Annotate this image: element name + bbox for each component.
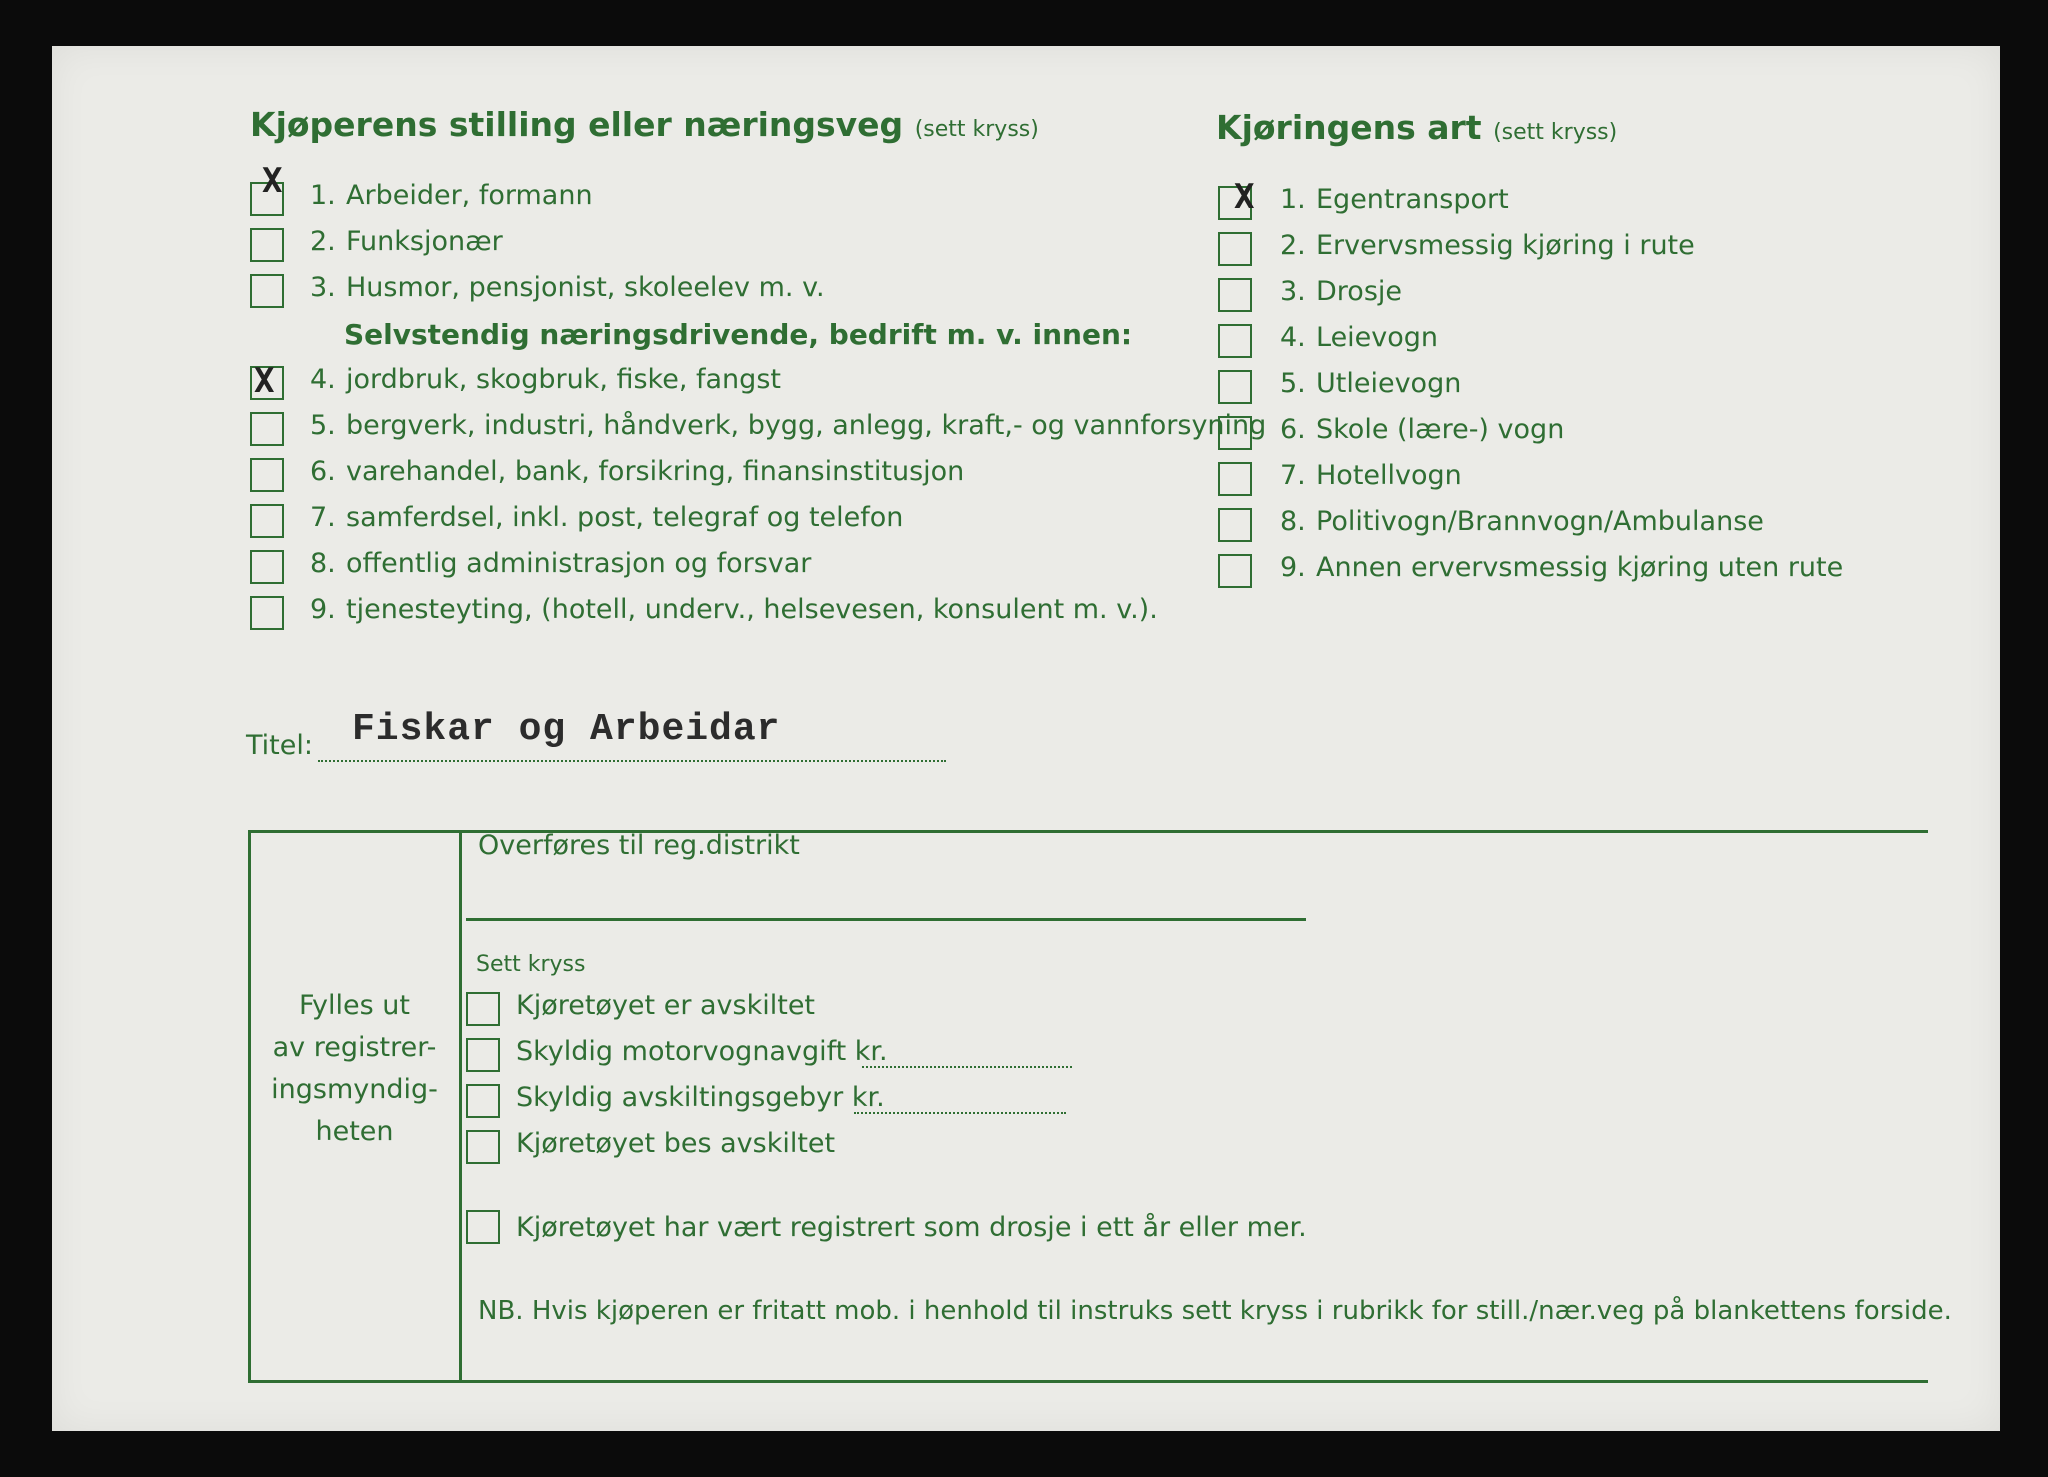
registry-check-label-4: Kjøretøyet bes avskiltet <box>516 1128 836 1159</box>
left-item-label: Funksjonær <box>346 226 503 257</box>
left-section-heading <box>250 105 1039 144</box>
left-item-number: 8. <box>310 548 336 579</box>
left-item-label: varehandel, bank, forsikring, finansinstitusjon <box>346 456 965 487</box>
drosje-check-label: Kjøretøyet har vært registrert som drosje i ett år eller mer. <box>516 1212 1307 1243</box>
left-item-3 <box>310 272 825 303</box>
left-section-hint: (sett kryss) <box>914 117 1039 142</box>
registry-checkbox-2[interactable] <box>466 1038 500 1072</box>
sett-kryss-label: Sett kryss <box>476 952 586 977</box>
avskiltingsgebyr-amount-line[interactable] <box>854 1112 1066 1114</box>
right-checkbox-9[interactable] <box>1218 554 1252 588</box>
right-checkbox-6[interactable] <box>1218 416 1252 450</box>
transfer-label: Overføres til reg.distrikt <box>478 830 800 861</box>
nb-note: NB. Hvis kjøperen er fritatt mob. i henhold til instruks sett kryss i rubrikk for still./nær.veg på blankettens forside. <box>478 1296 1952 1326</box>
self-employed-subheading: Selvstendig næringsdrivende, bedrift m. v. innen: <box>344 318 1133 351</box>
left-checkbox-2[interactable] <box>250 228 284 262</box>
right-item-label: Politivogn/Brannvogn/Ambulanse <box>1316 506 1764 537</box>
left-item-number: 9. <box>310 594 336 625</box>
side-label-line: heten <box>315 1116 394 1147</box>
right-checkbox-2[interactable] <box>1218 232 1252 266</box>
right-item-1 <box>1280 184 1509 215</box>
left-item-number: 1. <box>310 180 336 211</box>
left-item-7 <box>310 502 903 533</box>
left-item-number: 5. <box>310 410 336 441</box>
title-field-label: Titel: <box>246 730 313 761</box>
registry-checkbox-4[interactable] <box>466 1130 500 1164</box>
right-item-9 <box>1280 552 1843 583</box>
left-item-label: offentlig administrasjon og forsvar <box>346 548 812 579</box>
right-item-number: 8. <box>1280 506 1306 537</box>
left-item-label: jordbruk, skogbruk, fiske, fangst <box>346 364 781 395</box>
left-checkmark-1: X <box>262 161 283 201</box>
left-item-number: 7. <box>310 502 336 533</box>
left-item-8 <box>310 548 811 579</box>
right-item-label: Skole (lære-) vogn <box>1316 414 1565 445</box>
right-item-number: 3. <box>1280 276 1306 307</box>
left-item-2 <box>310 226 503 257</box>
right-checkbox-3[interactable] <box>1218 278 1252 312</box>
right-item-label: Hotellvogn <box>1316 460 1462 491</box>
right-item-label: Egentransport <box>1316 184 1509 215</box>
right-item-6 <box>1280 414 1564 445</box>
right-item-number: 6. <box>1280 414 1306 445</box>
right-section-hint: (sett kryss) <box>1493 120 1618 145</box>
right-checkbox-7[interactable] <box>1218 462 1252 496</box>
right-item-3 <box>1280 276 1402 307</box>
left-item-label: samferdsel, inkl. post, telegraf og telefon <box>346 502 904 533</box>
left-item-9 <box>310 594 1158 625</box>
left-item-label: Husmor, pensjonist, skoleelev m. v. <box>346 272 825 303</box>
side-label-line: av registrer- <box>272 1032 437 1063</box>
title-field-value[interactable]: Fiskar og Arbeidar <box>352 708 781 751</box>
right-item-label: Ervervsmessig kjøring i rute <box>1316 230 1695 261</box>
left-item-label: bergverk, industri, håndverk, bygg, anlegg, kraft,- og vannforsyning <box>346 410 1267 441</box>
right-section-title: Kjøringens art <box>1216 108 1482 147</box>
right-item-label: Utleievogn <box>1316 368 1462 399</box>
right-checkbox-5[interactable] <box>1218 370 1252 404</box>
left-item-number: 4. <box>310 364 336 395</box>
right-item-label: Annen ervervsmessig kjøring uten rute <box>1316 552 1844 583</box>
drosje-checkbox[interactable] <box>466 1210 500 1244</box>
left-item-number: 6. <box>310 456 336 487</box>
registry-side-label <box>252 985 457 1153</box>
left-item-4 <box>310 364 781 395</box>
right-section-heading <box>1216 108 1617 147</box>
side-label-line: ingsmyndig- <box>271 1074 438 1105</box>
left-checkbox-5[interactable] <box>250 412 284 446</box>
left-item-label: Arbeider, formann <box>346 180 593 211</box>
right-item-number: 1. <box>1280 184 1306 215</box>
left-item-6 <box>310 456 964 487</box>
registry-bottom-rule <box>248 1380 1928 1383</box>
left-item-label: tjenesteyting, (hotell, underv., helsevesen, konsulent m. v.). <box>346 594 1158 625</box>
registry-check-label-2: Skyldig motorvognavgift kr. <box>516 1036 888 1067</box>
motorvognavgift-amount-line[interactable] <box>862 1066 1072 1068</box>
right-item-label: Leievogn <box>1316 322 1439 353</box>
right-item-7 <box>1280 460 1462 491</box>
left-checkbox-9[interactable] <box>250 596 284 630</box>
left-checkbox-8[interactable] <box>250 550 284 584</box>
left-checkmark-4: X <box>254 361 275 401</box>
left-item-number: 2. <box>310 226 336 257</box>
transfer-line[interactable] <box>466 918 1306 921</box>
registry-check-label-1: Kjøretøyet er avskiltet <box>516 990 816 1021</box>
right-item-number: 4. <box>1280 322 1306 353</box>
registry-check-label-3: Skyldig avskiltingsgebyr kr. <box>516 1082 885 1113</box>
left-section-title: Kjøperens stilling eller næringsveg <box>250 105 904 144</box>
left-checkbox-6[interactable] <box>250 458 284 492</box>
right-item-4 <box>1280 322 1438 353</box>
right-checkbox-4[interactable] <box>1218 324 1252 358</box>
left-checkbox-3[interactable] <box>250 274 284 308</box>
right-item-label: Drosje <box>1316 276 1402 307</box>
registry-checkbox-3[interactable] <box>466 1084 500 1118</box>
left-item-5 <box>310 410 1266 441</box>
left-checkbox-7[interactable] <box>250 504 284 538</box>
side-label-line: Fylles ut <box>299 990 410 1021</box>
right-item-number: 9. <box>1280 552 1306 583</box>
right-item-2 <box>1280 230 1695 261</box>
right-checkmark-1: X <box>1234 177 1255 217</box>
left-item-number: 3. <box>310 272 336 303</box>
registry-left-rule <box>248 830 251 1383</box>
registry-checkbox-1[interactable] <box>466 992 500 1026</box>
right-item-number: 2. <box>1280 230 1306 261</box>
right-item-5 <box>1280 368 1461 399</box>
title-field-underline <box>318 760 946 762</box>
registry-divider-rule <box>459 830 462 1383</box>
right-item-8 <box>1280 506 1764 537</box>
right-checkbox-8[interactable] <box>1218 508 1252 542</box>
right-item-number: 5. <box>1280 368 1306 399</box>
left-item-1 <box>310 180 593 211</box>
right-item-number: 7. <box>1280 460 1306 491</box>
